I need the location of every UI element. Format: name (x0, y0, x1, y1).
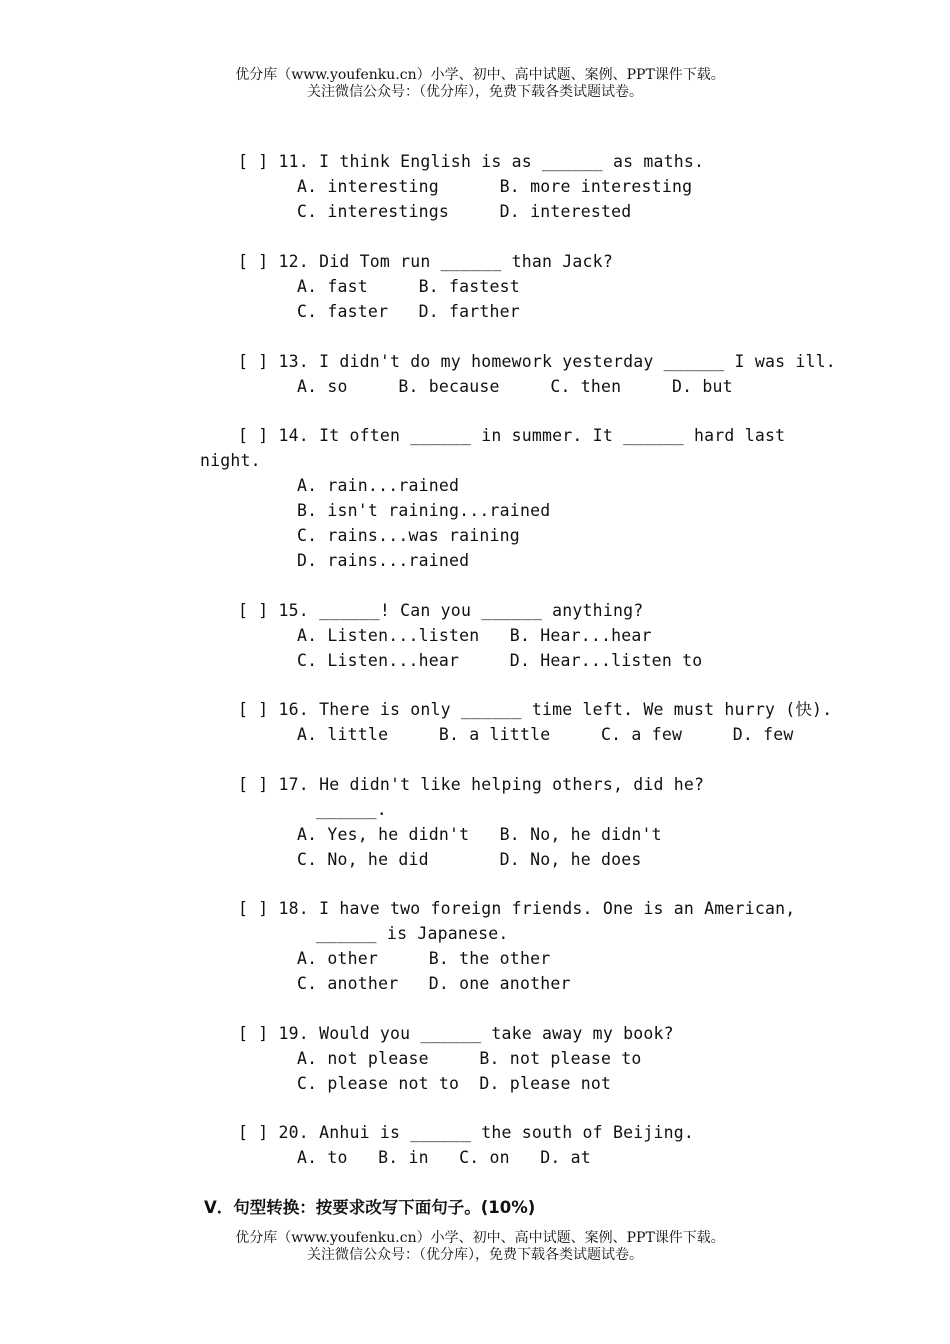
question-20-options-row-1: A. to B. in C. on D. at (297, 1148, 591, 1167)
question-18-options-row-1: A. other B. the other (297, 949, 551, 968)
question-14-stem: [ ] 14. It often ______ in summer. It ______ hard last (238, 426, 786, 445)
header-line-2: 关注微信公众号：（优分库），免费下载各类试题试卷。 (307, 84, 643, 100)
question-14-option-a: A. rain...rained (297, 476, 460, 495)
question-12-options-row-1: A. fast B. fastest (297, 277, 520, 296)
question-11-stem: [ ] 11. I think English is as ______ as maths. (238, 152, 705, 171)
header-line-1: 优分库（www.youfenku.cn）小学、初中、高中试题、案例、PPT课件下载。 (235, 67, 725, 83)
question-17-options-row-2: C. No, he did D. No, he does (297, 850, 642, 869)
question-15-stem: [ ] 15. ______! Can you ______ anything? (238, 601, 644, 620)
question-13-stem: [ ] 13. I didn't do my homework yesterday ______ I was ill. (238, 352, 836, 371)
question-16-stem: [ ] 16. There is only ______ time left. We must hurry (快). (238, 700, 833, 719)
question-18-options-row-2: C. another D. one another (297, 974, 571, 993)
question-14-option-c: C. rains...was raining (297, 526, 520, 545)
question-20-stem: [ ] 20. Anhui is ______ the south of Beijing. (238, 1123, 695, 1142)
question-19-stem: [ ] 19. Would you ______ take away my book? (238, 1024, 674, 1043)
question-15-options-row-1: A. Listen...listen B. Hear...hear (297, 626, 652, 645)
footer-line-1: 优分库（www.youfenku.cn）小学、初中、高中试题、案例、PPT课件下载。 (235, 1230, 725, 1246)
question-13-options-row-1: A. so B. because C. then D. but (297, 377, 733, 396)
question-17-options-row-1: A. Yes, he didn't B. No, he didn't (297, 825, 662, 844)
question-11-options-row-1: A. interesting B. more interesting (297, 177, 693, 196)
question-18-stem: [ ] 18. I have two foreign friends. One is an American, (238, 899, 796, 918)
question-19-options-row-2: C. please not to D. please not (297, 1074, 612, 1093)
question-14-option-d: D. rains...rained (297, 551, 470, 570)
footer-line-2: 关注微信公众号：（优分库），免费下载各类试题试卷。 (307, 1247, 643, 1263)
question-19-options-row-1: A. not please B. not please to (297, 1049, 642, 1068)
question-12-stem: [ ] 12. Did Tom run ______ than Jack? (238, 252, 613, 271)
page-footer (0, 1230, 950, 1264)
question-16-options-row-1: A. little B. a little C. a few D. few (297, 725, 794, 744)
question-17-stem: [ ] 17. He didn't like helping others, did he? (238, 775, 705, 794)
question-17-stem-continuation: ______. (316, 800, 387, 819)
question-11-options-row-2: C. interestings D. interested (297, 202, 632, 221)
question-14-option-b: B. isn't raining...rained (297, 501, 551, 520)
page-header (0, 67, 950, 101)
question-14-stem-wrap: night. (200, 451, 261, 470)
question-18-stem-continuation: ______ is Japanese. (316, 924, 509, 943)
question-15-options-row-2: C. Listen...hear D. Hear...listen to (297, 651, 703, 670)
question-12-options-row-2: C. faster D. farther (297, 302, 520, 321)
section-heading: V．句型转换：按要求改写下面句子。(10%) (204, 1198, 536, 1217)
